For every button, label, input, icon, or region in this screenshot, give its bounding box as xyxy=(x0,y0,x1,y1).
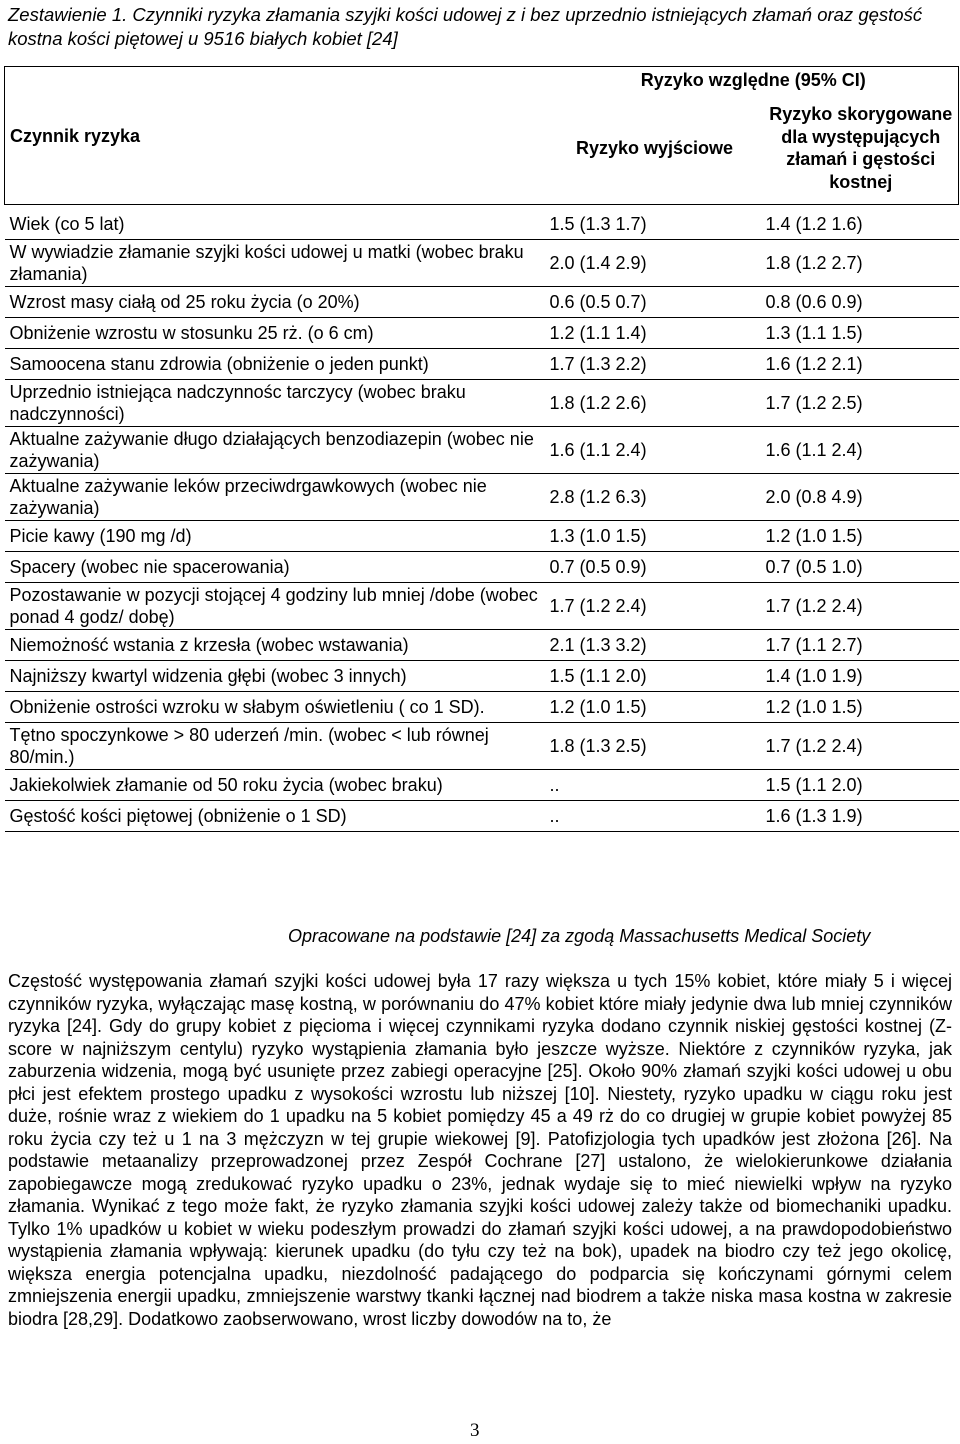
adjusted-risk-cell: 1.2 (1.0 1.5) xyxy=(765,697,863,717)
risk-factor-cell: Wiek (co 5 lat) xyxy=(9,214,125,234)
adjusted-risk-cell: 1.2 (1.0 1.5) xyxy=(765,526,863,546)
table-row xyxy=(5,380,959,427)
header-baseline-risk: Ryzyko wyjściowe xyxy=(575,138,734,159)
table-row xyxy=(5,583,959,630)
adjusted-risk-cell: 1.3 (1.1 1.5) xyxy=(765,323,863,343)
table-row xyxy=(5,630,959,661)
baseline-risk-cell: .. xyxy=(549,806,560,826)
table-row xyxy=(5,349,959,380)
baseline-risk-cell: 1.6 (1.1 2.4) xyxy=(549,440,647,460)
baseline-risk-cell: 1.3 (1.0 1.5) xyxy=(549,526,647,546)
risk-factor-cell: W wywiadzie złamanie szyjki kości udowej u matki (wobec braku złamania) xyxy=(9,242,524,284)
table-row xyxy=(5,770,959,801)
risk-factor-cell: Uprzednio istniejąca nadczynnośc tarczycy (wobec braku nadczynności) xyxy=(9,382,466,424)
table-row xyxy=(5,240,959,287)
baseline-risk-cell: .. xyxy=(549,775,560,795)
baseline-risk-cell: 1.8 (1.3 2.5) xyxy=(549,736,647,756)
risk-factor-table xyxy=(4,66,959,832)
adjusted-risk-cell: 0.7 (0.5 1.0) xyxy=(765,557,863,577)
baseline-risk-cell: 2.1 (1.3 3.2) xyxy=(549,635,647,655)
risk-factor-cell: Obniżenie wzrostu w stosunku 25 rż. (o 6 cm) xyxy=(9,323,374,343)
risk-factor-cell: Picie kawy (190 mg /d) xyxy=(9,526,192,546)
risk-factor-cell: Aktualne zażywanie długo działających benzodiazepin (wobec nie zażywania) xyxy=(9,429,534,471)
adjusted-risk-cell: 1.7 (1.2 2.5) xyxy=(765,393,863,413)
table-row xyxy=(5,661,959,692)
table-source-note: Opracowane na podstawie [24] za zgodą Massachusetts Medical Society xyxy=(288,926,871,946)
table-header xyxy=(5,67,959,205)
table-row xyxy=(5,427,959,474)
risk-factor-cell: Samoocena stanu zdrowia (obniżenie o jeden punkt) xyxy=(9,354,429,374)
table-row xyxy=(5,521,959,552)
risk-factor-cell: Wzrost masy ciałą od 25 roku życia (o 20%) xyxy=(9,292,360,312)
baseline-risk-cell: 2.8 (1.2 6.3) xyxy=(549,487,647,507)
risk-factor-cell: Jakiekolwiek złamanie od 50 roku życia (wobec braku) xyxy=(9,775,443,795)
adjusted-risk-cell: 1.4 (1.0 1.9) xyxy=(765,666,863,686)
adjusted-risk-cell: 1.6 (1.3 1.9) xyxy=(765,806,863,826)
table-row xyxy=(5,801,959,832)
risk-factor-cell: Aktualne zażywanie leków przeciwdrgawkowych (wobec nie zażywania) xyxy=(9,476,487,518)
adjusted-risk-cell: 2.0 (0.8 4.9) xyxy=(765,487,863,507)
table-caption: Zestawienie 1. Czynniki ryzyka złamania szyjki kości udowej z i bez uprzednio istniejących złamań oraz gęstość kostna kości piętowej u 9516 białych kobiet [24] xyxy=(8,4,923,49)
table-row xyxy=(5,692,959,723)
baseline-risk-cell: 1.5 (1.3 1.7) xyxy=(549,214,647,234)
risk-factor-cell: Niemożność wstania z krzesła (wobec wstawania) xyxy=(9,635,409,655)
risk-factor-cell: Gęstość kości piętowej (obniżenie o 1 SD) xyxy=(9,806,347,826)
baseline-risk-cell: 1.2 (1.1 1.4) xyxy=(549,323,647,343)
baseline-risk-cell: 1.7 (1.2 2.4) xyxy=(549,596,647,616)
baseline-risk-cell: 1.5 (1.1 2.0) xyxy=(549,666,647,686)
baseline-risk-cell: 0.7 (0.5 0.9) xyxy=(549,557,647,577)
risk-factor-cell: Spacery (wobec nie spacerowania) xyxy=(9,557,290,577)
risk-factor-cell: Najniższy kwartyl widzenia głębi (wobec 3 innych) xyxy=(9,666,407,686)
header-factor: Czynnik ryzyka xyxy=(10,125,141,146)
baseline-risk-cell: 0.6 (0.5 0.7) xyxy=(549,292,647,312)
risk-factor-cell: Obniżenie ostrości wzroku w słabym oświetleniu ( co 1 SD). xyxy=(9,697,485,717)
adjusted-risk-cell: 1.7 (1.2 2.4) xyxy=(765,596,863,616)
adjusted-risk-cell: 1.4 (1.2 1.6) xyxy=(765,214,863,234)
body-paragraph: Częstość występowania złamań szyjki kości udowej była 17 razy większa u tych 15% kobiet, które miały 5 i więcej czynników ryzyka, wyłączając masę kostną, w porównaniu do 47% kobiet które miały jedynie dwa lub mniej czynników ryzyka [24]. Gdy do grupy kobiet z pięcioma i więcej czynnikami ryzyka dodano czynnik niskiej gęstości kostnej (Z-score w najniższym centylu) ryzyko wystąpienia złamania było jeszcze wyższe. Niektóre z czynników ryzyka, jak zaburzenia widzenia, mogą być usunięte przez zabiegi operacyjne [25]. Około 90% złamań szyjki kości udowej u obu płci jest efektem prostego upadku z wysokości wzrostu lub niższej [10]. Niestety, ryzyko upadku w ciągu roku jest duże, rośnie wraz z wiekiem do 1 upadku na 5 kobiet pomiędzy 45 a 49 rż do co drugiej w grupie kobiet powyżej 85 roku życia czy też u 1 na 3 mężczyzn w tej grupie wiekowej [9]. Patofizjologia tych upadków jest złożona [26]. Na podstawie metaanalizy przeprowadzonej przez Zespół Cochrane [27] ustalono, że wielokierunkowe działania zapobiegawcze mogą zredukować ryzyko upadku o 23%, jednak wydaje się to mieć niewielki wpływ na ryzyko złamania. Wynikać z tego może fakt, że ryzyko złamania szyjki kości udowej zależy także od biomechaniki upadku. Tylko 1% upadków u kobiet w wieku podeszłym prowadzi do złamań szyjki kości udowej, a na prawdopodobieństwo wystąpienia złamania wpływają: kierunek upadku (do tyłu czy też na bok), upadek na biodro czy też jego okolicę, większa energia potencjalna upadku, niezdolność padającego do podparcia się kończynami górnymi celem zmniejszenia energii upadku, zmniejszenie warstwy tkanki łącznej nad biodrem a także niska masa kostna w zakresie biodra [28,29]. Dodatkowo zaobserwowano, wrost liczby dowodów na to, że xyxy=(8,971,952,1329)
table-row xyxy=(5,287,959,318)
adjusted-risk-cell: 1.7 (1.2 2.4) xyxy=(765,736,863,756)
adjusted-risk-cell: 0.8 (0.6 0.9) xyxy=(765,292,863,312)
table-row xyxy=(5,318,959,349)
table-row xyxy=(5,205,959,240)
baseline-risk-cell: 2.0 (1.4 2.9) xyxy=(549,253,647,273)
baseline-risk-cell: 1.2 (1.0 1.5) xyxy=(549,697,647,717)
table-row xyxy=(5,552,959,583)
adjusted-risk-cell: 1.6 (1.2 2.1) xyxy=(765,354,863,374)
header-adjusted-risk: Ryzyko skorygowane dla występujących złamań i gęstości kostnej xyxy=(769,104,953,192)
table-row xyxy=(5,723,959,770)
adjusted-risk-cell: 1.8 (1.2 2.7) xyxy=(765,253,863,273)
baseline-risk-cell: 1.7 (1.3 2.2) xyxy=(549,354,647,374)
adjusted-risk-cell: 1.7 (1.1 2.7) xyxy=(765,635,863,655)
table-row xyxy=(5,474,959,521)
page-number: 3 xyxy=(470,1420,480,1441)
risk-factor-cell: Pozostawanie w pozycji stojącej 4 godziny lub mniej /dobe (wobec ponad 4 godz/ dobę) xyxy=(9,585,538,627)
risk-factor-cell: Tętno spoczynkowe > 80 uderzeń /min. (wobec < lub równej 80/min.) xyxy=(9,725,489,767)
header-relative-risk: Ryzyko względne (95% CI) xyxy=(640,69,866,90)
table-body xyxy=(5,205,959,832)
adjusted-risk-cell: 1.5 (1.1 2.0) xyxy=(765,775,863,795)
baseline-risk-cell: 1.8 (1.2 2.6) xyxy=(549,393,647,413)
adjusted-risk-cell: 1.6 (1.1 2.4) xyxy=(765,440,863,460)
